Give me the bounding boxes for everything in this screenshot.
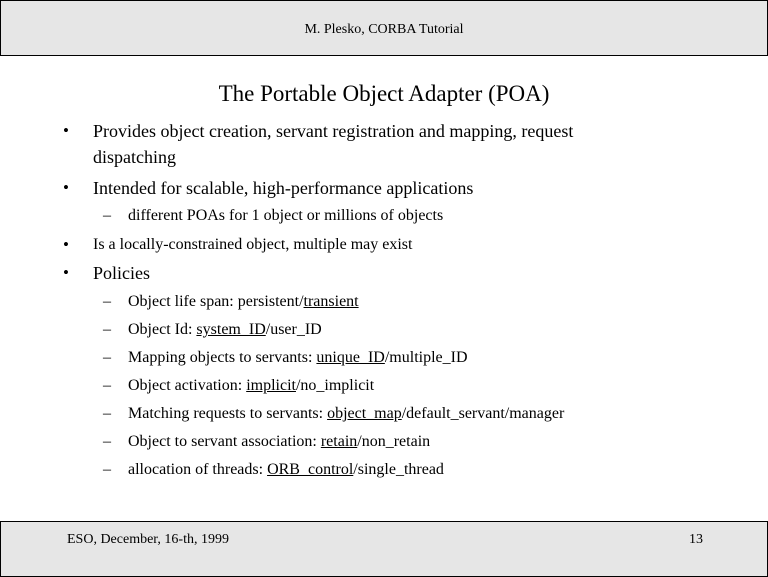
bullet-line: Provides object creation, servant registration and mapping, request [93,121,574,141]
sub-marker: – [103,433,111,450]
policy-label: allocation of threads: [128,461,268,478]
policy-default: unique_ID [316,349,385,366]
sub-marker: – [103,293,111,310]
policy-text: /user_ID [265,321,322,338]
policy-label: Object to servant association: [128,433,321,450]
footer-band [0,521,768,577]
policy-text: /single_thread [353,461,444,478]
bullet-line: Policies [93,263,150,283]
policy-label: Object activation: [128,377,247,394]
sub-marker: – [103,207,111,224]
policy-text: /multiple_ID [384,349,468,366]
policy-label: Object Id: [128,321,197,338]
sub-marker: – [103,321,111,338]
policy-default: ORB_control [267,461,354,478]
policy-label: Mapping objects to servants: [128,349,317,366]
policy-text: persistent/ [237,293,304,310]
header-band [0,0,768,56]
header-title: M. Plesko, CORBA Tutorial [304,22,464,37]
policy-default: object_map [327,405,402,422]
bullet-marker: • [63,235,69,254]
policy-label: Object life span: [128,293,238,310]
sub-text: different POAs for 1 object or millions of objects [128,207,444,224]
policy-text: /default_servant/manager [401,405,565,422]
bullet-marker: • [63,263,69,282]
sub-marker: – [103,405,111,422]
bullet-marker: • [63,178,69,197]
bullet-line: Is a locally-constrained object, multiple may exist [93,236,413,253]
slide-title: The Portable Object Adapter (POA) [218,81,550,106]
policy-default: implicit [246,377,296,394]
bullet-line: Intended for scalable, high-performance applications [93,178,474,198]
policy-default: retain [320,433,358,450]
policy-text: /non_retain [357,433,431,450]
policy-text: /no_implicit [295,377,375,394]
footer-date: ESO, December, 16-th, 1999 [67,532,229,547]
sub-marker: – [103,377,111,394]
sub-marker: – [103,461,111,478]
policy-default: transient [303,293,359,310]
page-number: 13 [689,532,703,547]
sub-marker: – [103,349,111,366]
policy-default: system_ID [196,321,266,338]
bullet-line: dispatching [93,147,176,167]
policy-label: Matching requests to servants: [128,405,328,422]
bullet-marker: • [63,121,69,140]
